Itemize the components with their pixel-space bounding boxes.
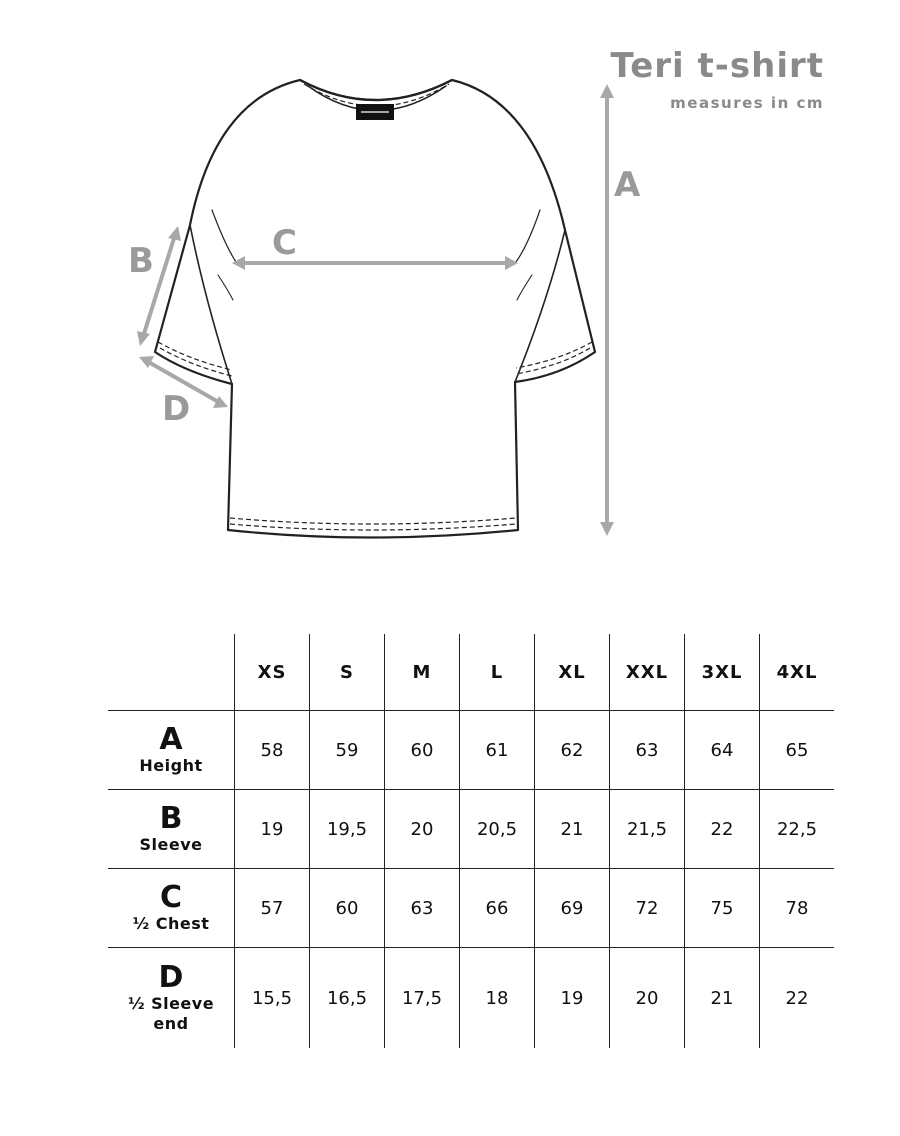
table-cell: 62: [535, 711, 610, 790]
stitching: [158, 84, 592, 530]
label-a: A: [614, 165, 641, 205]
neck-label-icon: [356, 104, 394, 120]
table-cell: 21: [685, 948, 760, 1049]
table-cell: 21: [535, 790, 610, 869]
table-cell: 20: [385, 790, 460, 869]
table-cell: 66: [460, 869, 535, 948]
table-cell: 60: [385, 711, 460, 790]
units-note: measures in cm: [670, 94, 824, 112]
size-header: XS: [235, 634, 310, 711]
row-letter: C: [159, 880, 183, 915]
row-name: Height: [139, 756, 203, 775]
table-cell: 19: [535, 948, 610, 1049]
size-header: 3XL: [685, 634, 760, 711]
table-cell: 19,5: [310, 790, 385, 869]
table-cell: 20: [610, 948, 685, 1049]
table-cell: 78: [760, 869, 835, 948]
table-cell: 61: [460, 711, 535, 790]
table-cell: 17,5: [385, 948, 460, 1049]
table-cell: 63: [610, 711, 685, 790]
table-row: [108, 869, 834, 948]
row-letter: D: [158, 960, 184, 995]
shirt-outline: [155, 80, 595, 538]
chart-title: Teri t-shirt: [610, 46, 824, 86]
table-cell: 20,5: [460, 790, 535, 869]
size-header: L: [460, 634, 535, 711]
row-name: ½ Chest: [132, 914, 210, 933]
label-b: B: [128, 241, 154, 281]
table-cell: 57: [235, 869, 310, 948]
table-cell: 63: [385, 869, 460, 948]
size-header-row: [108, 634, 834, 711]
size-header: S: [310, 634, 385, 711]
table-cell: 22: [760, 948, 835, 1049]
size-table: [108, 634, 834, 1048]
table-cell: 69: [535, 869, 610, 948]
table-cell: 18: [460, 948, 535, 1049]
row-name: Sleeve: [139, 835, 203, 854]
size-header: 4XL: [760, 634, 835, 711]
label-d: D: [162, 389, 191, 429]
table-cell: 75: [685, 869, 760, 948]
table-row: [108, 948, 834, 1049]
row-header: [108, 948, 235, 1049]
table-cell: 60: [310, 869, 385, 948]
table-cell: 72: [610, 869, 685, 948]
size-header: XXL: [610, 634, 685, 711]
table-cell: 16,5: [310, 948, 385, 1049]
table-cell: 19: [235, 790, 310, 869]
table-cell: 22: [685, 790, 760, 869]
row-name: ½ Sleeve end: [127, 994, 215, 1033]
row-header: [108, 711, 235, 790]
table-cell: 21,5: [610, 790, 685, 869]
row-letter: B: [159, 801, 183, 836]
table-cell: 58: [235, 711, 310, 790]
row-letter: A: [159, 722, 183, 757]
size-header: XL: [535, 634, 610, 711]
table-cell: 64: [685, 711, 760, 790]
corner-cell: [108, 634, 235, 711]
table-cell: 22,5: [760, 790, 835, 869]
label-c: C: [272, 223, 297, 263]
table-row: [108, 790, 834, 869]
table-cell: 15,5: [235, 948, 310, 1049]
table-row: [108, 711, 834, 790]
row-header: [108, 869, 235, 948]
size-header: M: [385, 634, 460, 711]
row-header: [108, 790, 235, 869]
table-cell: 65: [760, 711, 835, 790]
table-cell: 59: [310, 711, 385, 790]
